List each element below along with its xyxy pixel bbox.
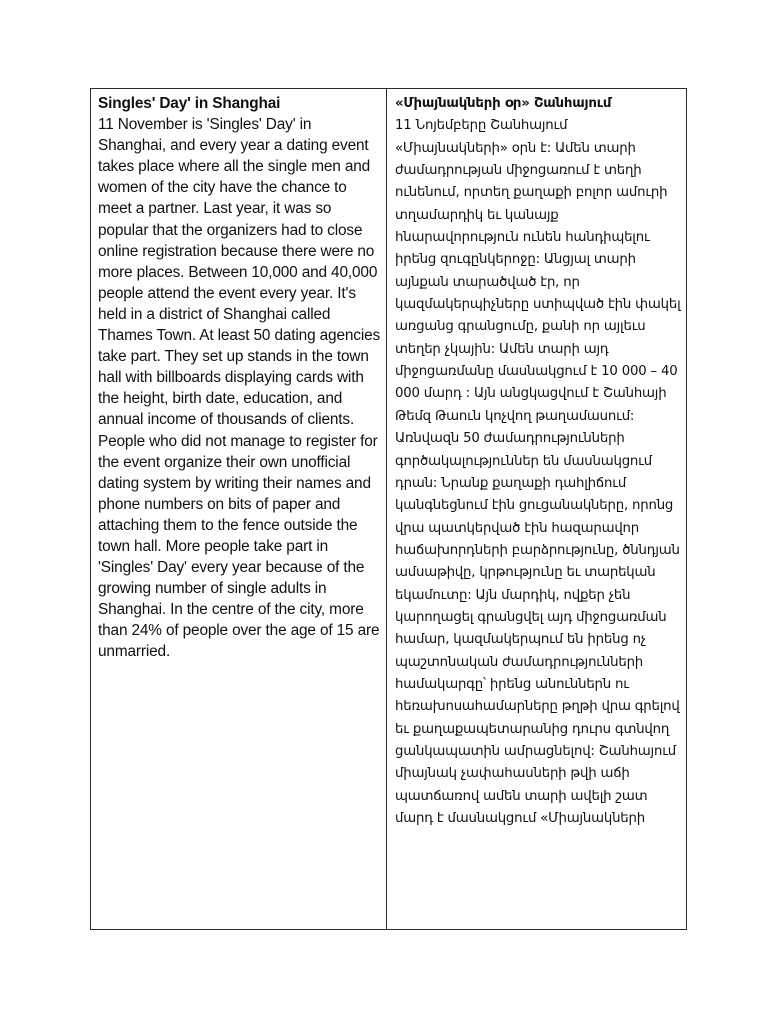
armenian-column [387, 89, 686, 929]
english-column [91, 89, 387, 929]
english-body: 11 November is 'Singles' Day' in Shanghai, and every year a dating event takes place where all the single men and women of the city have the chance to meet a partner. Last year, it was so popular that the organizers had to close online registration because there were no more places. Between 10,000 and 40,000 people attend the event every year. It's held in a district of Shanghai called Thames Town. At least 50 dating agencies take part. They set up stands in the town hall with billboards displaying cards with the height, birth date, education, and annual income of thousands of clients. People who did not manage to register for the event organize their own unofficial dating system by writing their names and phone numbers on bits of paper and attaching them to the fence outside the town hall. More people take part in 'Singles' Day' every year because of the growing number of single adults in Shanghai. In the centre of the city, more than 24% of people over the age of 15 are unmarried. [98, 116, 381, 661]
armenian-body: 11 Նոյեմբերը Շանհայում «Միայնակների» օրն է: Ամեն տարի ժամադրության միջոցառում է տեղի ունենում, որտեղ քաղաքի բոլոր ամուրի տղամարդիկ եւ կանայք հնարավորություն ունեն հանդիպելու իրենց զուգընկերոջը: Անցյալ տարի այնքան տարածված էր, որ կազմակերպիչները ստիպված էին փակել առցանց գրանցումը, քանի որ այլեւս տեղեր չկային: Ամեն տարի այդ միջոցառմանը մասնակցում է 10 000 – 40 000 մարդ : Այն անցկացվում է Շանհայի Թեմզ Թաուն կոչվող թաղամասում: Առնվազն 50 ժամադրությունների գործակալություններ են մասնակցում դրան: Նրանք քաղաքի դահլիճում կանգնեցնում էին ցուցանակները, որոնց վրա պատկերված էին հազարավոր հաճախորդների բարձրությունը, ծննդյան ամսաթիվը, կրթությունը եւ տարեկան եկամուտը: Այն մարդիկ, ովքեր չեն կարողացել գրանցվել այդ միջոցառման համար, կազմակերպում են իրենց ոչ պաշտոնական ժամադրությունների համակարգը՝ իրենց անուններն ու հեռախոսահամարները թղթի վրա գրելով եւ քաղաքապետարանից դուրս գտնվող ցանկապատին ամրացնելով: Շանհայում միայնակ չափահասների թվի աճի պատճառով ամեն տարի ավելի շատ մարդ է մասնակցում «Միայնակների [395, 118, 681, 826]
bilingual-table [90, 88, 687, 930]
armenian-title: «Միայնակների օր» Շանհայում [395, 96, 612, 111]
english-title: Singles' Day' in Shanghai [98, 95, 281, 112]
